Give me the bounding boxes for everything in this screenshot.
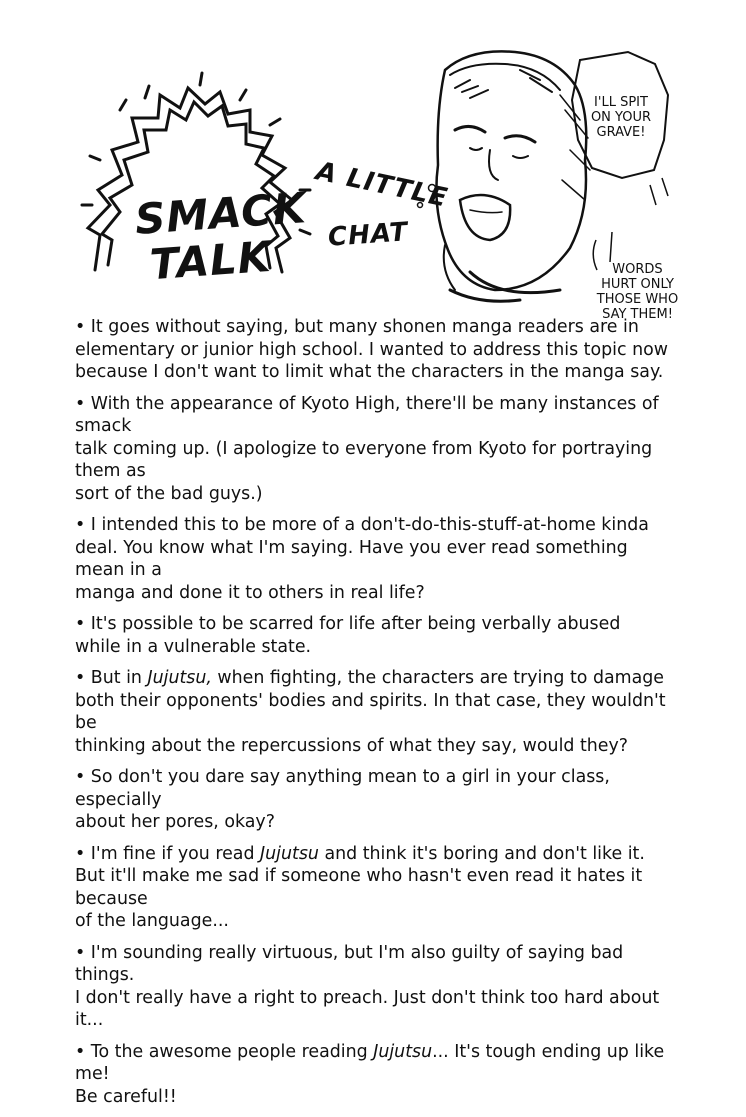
paragraph-line: about her pores, okay?	[75, 812, 275, 832]
essay-body	[75, 316, 675, 1117]
title-talk: TALK	[148, 231, 273, 290]
header	[0, 0, 746, 320]
subtitle-chat: CHAT	[327, 217, 410, 253]
paragraph-line: sort of the bad guys.)	[75, 483, 263, 504]
paragraph-line: • I intended this to be more of a don't-do-this-stuff-at-home kinda	[75, 515, 649, 535]
bullet-paragraph	[75, 1041, 675, 1109]
paragraph-line: • So don't you dare say anything mean to a girl in your class, especially	[75, 767, 610, 810]
bullet-paragraph	[75, 393, 675, 506]
paragraph-line: • But in Jujutsu, when fighting, the characters are trying to damage	[75, 668, 664, 688]
subtitle-a-little: A LITTLE	[313, 156, 451, 214]
paragraph-line: because I don't want to limit what the characters in the manga say.	[75, 362, 664, 382]
paragraph-line: • To the awesome people reading Jujutsu... It's tough ending up like me!	[75, 1041, 665, 1084]
bullet-paragraph	[75, 514, 675, 604]
bullet-paragraph	[75, 843, 675, 933]
paragraph-line: But it'll make me sad if someone who hasn't even read it hates it because	[75, 866, 643, 909]
paragraph-line: while in a vulnerable state.	[75, 636, 312, 657]
paragraph-line: • I'm sounding really virtuous, but I'm also guilty of saying bad things.	[75, 942, 624, 985]
paragraph-line: Be careful!!	[75, 1086, 177, 1107]
title-smack: SMACK	[133, 183, 309, 244]
bullet-paragraph	[75, 613, 675, 658]
paragraph-line: • It's possible to be scarred for life after being verbally abused	[75, 614, 621, 634]
paragraph-line: thinking about the repercussions of what they say, would they?	[75, 735, 629, 756]
speech-bubble-text: I'LL SPIT ON YOUR GRAVE!	[590, 95, 652, 140]
paragraph-line: of the language...	[75, 911, 229, 931]
paragraph-line: • It goes without saying, but many shonen manga readers are in	[75, 317, 639, 337]
bullet-paragraph	[75, 316, 675, 384]
paragraph-line: talk coming up. (I apologize to everyone from Kyoto for portraying them as	[75, 438, 653, 481]
caption-text: WORDS HURT ONLY THOSE WHO SAY THEM!	[596, 262, 679, 322]
shouting-face-icon	[436, 51, 590, 301]
paragraph-line: I don't really have a right to preach. Just don't think too hard about it...	[75, 987, 660, 1030]
bullet-paragraph	[75, 667, 675, 757]
paragraph-line: • I'm fine if you read Jujutsu and think it's boring and don't like it.	[75, 843, 645, 864]
paragraph-line: deal. You know what I'm saying. Have you ever read something mean in a	[75, 537, 628, 580]
paragraph-line: • With the appearance of Kyoto High, there'll be many instances of smack	[75, 393, 659, 436]
paragraph-line: both their opponents' bodies and spirits. In that case, they wouldn't be	[75, 690, 666, 733]
paragraph-line: elementary or junior high school. I wanted to address this topic now	[75, 339, 668, 360]
bullet-paragraph	[75, 766, 675, 834]
bullet-paragraph	[75, 942, 675, 1032]
paragraph-line: manga and done it to others in real life?	[75, 582, 425, 603]
